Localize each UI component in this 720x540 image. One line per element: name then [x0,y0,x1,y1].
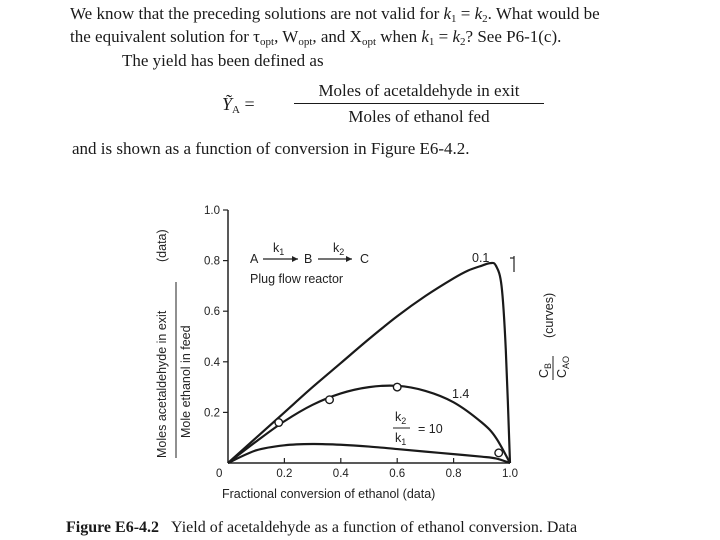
caption-label: Figure E6-4.2 [66,519,160,536]
right-axis-label [537,356,571,380]
series-line-0-1 [228,263,510,463]
equation-lhs: Ỹ$_A$ = [222,94,255,116]
x-tick-label: 0.6 [389,468,406,480]
data-point [275,419,283,427]
y-tick-label: 0.2 [204,407,220,420]
k2-numerator: $k_2$ [395,410,407,426]
y-axis-label-line-2: Mole ethanol in feed [179,325,193,438]
y-axis-label-line-1: Moles acetaldehyde in exit [155,310,169,458]
origin-label: 0 [216,468,223,480]
x-tick-label: 0.8 [445,468,462,480]
right-axis-suffix [542,293,556,338]
k-ratio-value: = 10 [418,422,443,436]
curve-label-10 [393,410,443,447]
x-tick-label: 0.2 [276,468,293,480]
reactor-label: Plug flow reactor [250,272,344,286]
y-axis-suffix-text: (data) [155,229,169,262]
x-axis-label: Fractional conversion of ethanol (data) [222,487,436,501]
paragraph-line-2: the equivalent solution for $\tau_{opt}$, $W_{opt}$, and $X_{opt}$ when $k_1 = k_2$? See P6-1(c). [70,27,562,48]
paragraph-line-3: The yield has been defined as [122,51,324,70]
species-a: A [250,252,259,266]
curve-label-1-4: 1.4 [452,387,470,401]
figure-caption [66,519,577,537]
y-axis-label-suffix [155,229,169,262]
species-c: C [360,252,370,266]
data-point [495,449,503,457]
caption-text: Yield of acetaldehyde as a function of ethanol conversion. Data [171,519,578,536]
species-b: B [304,252,313,266]
curve-label-0-1: 0.1 [472,251,490,265]
equation-denominator: Moles of ethanol fed [348,107,490,126]
arrow-2-head [346,256,352,262]
right-axis-suffix-text: (curves) [542,292,556,338]
y-tick-label: 1.0 [204,205,220,217]
y-axis-label-primary [155,310,169,458]
k1-denominator: $k_1$ [395,431,407,447]
y-tick-label: 0.4 [204,356,220,369]
paragraph-line-4: and is shown as a function of conversion in Figure E6-4.2. [72,139,470,158]
y-tick-label: 0.8 [204,255,220,268]
series-line-10 [228,444,510,463]
arrow-1-head [292,256,298,262]
right-axis-cb: $C_B$ [537,362,553,378]
rate-k1: $k_1$ [273,241,285,257]
y-tick-label: 0.6 [204,306,220,319]
y-axis-label-secondary [179,325,193,438]
right-axis-cao: $C_{AO}$ [555,355,571,378]
rate-k2: $k_2$ [333,241,345,257]
x-tick-label: 1.0 [502,468,518,480]
equation-numerator: Moles of acetaldehyde in exit [318,81,520,100]
x-tick-label: 0.4 [332,468,349,480]
data-point [393,383,401,391]
paragraph-line-1: We know that the preceding solutions are not valid for $k_1 = k_2$. What would be [70,4,600,25]
data-point [326,396,334,404]
reaction-scheme [250,241,369,286]
